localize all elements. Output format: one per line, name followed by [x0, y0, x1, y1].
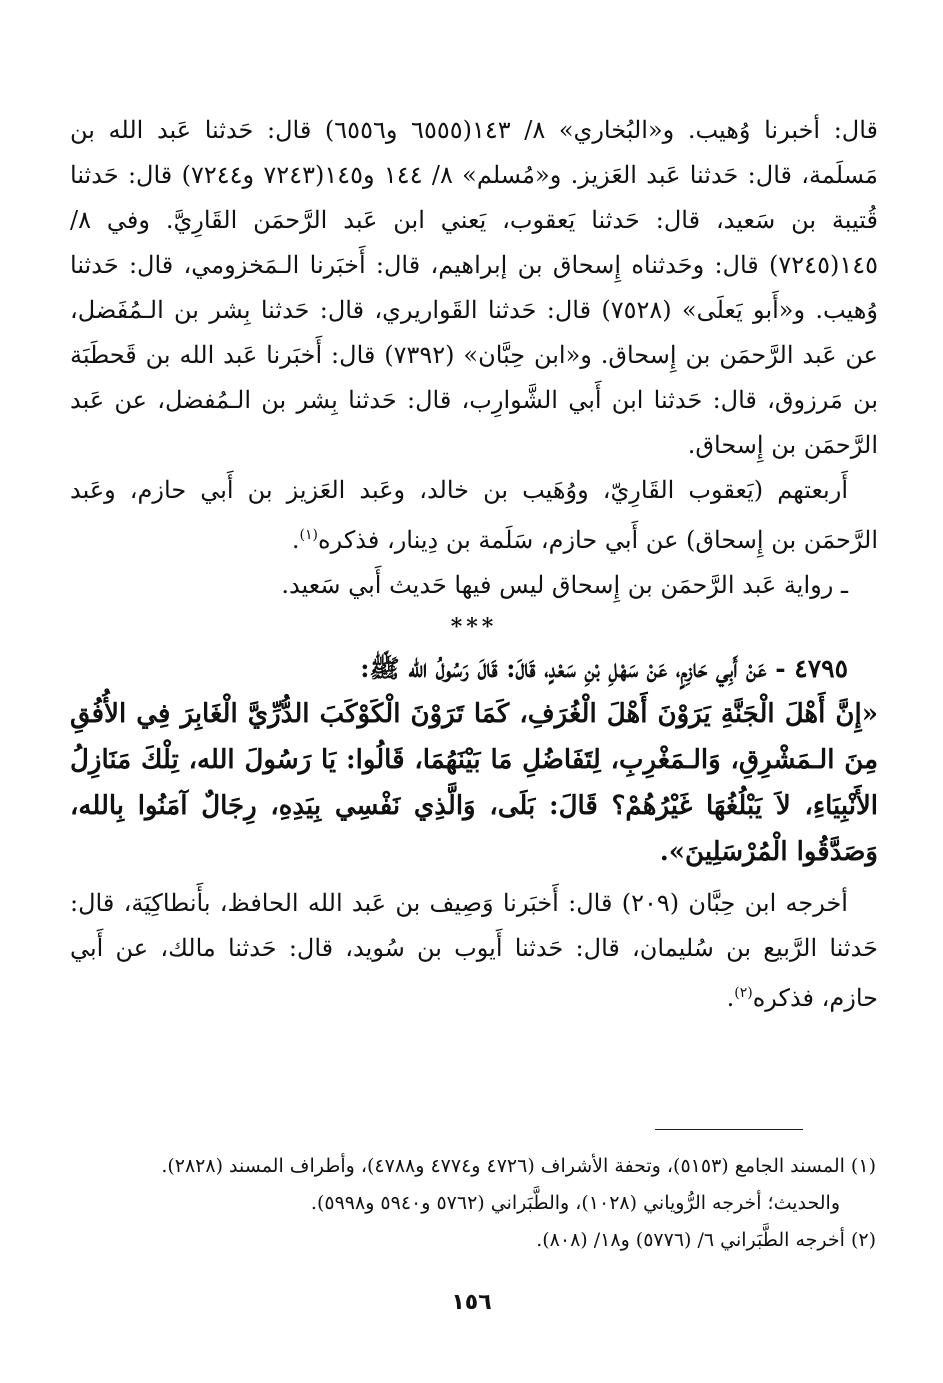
section-divider-stars: ***: [450, 614, 498, 640]
footnote-ref-1[interactable]: (١): [299, 527, 319, 543]
note-line: ـ رواية عَبد الرَّحمَن بن إِسحاق ليس فيها حَديث أَبي سَعيد.: [281, 571, 848, 599]
takhrij-text: أخرجه ابن حِبَّان (٢٠٩) قال: أَخبَرنا وَصِيف بن عَبد الله الحافظ، بأَنطاكِيَة، قال: حَدثنا الرَّبيع بن سُليمان، قال: حَدثنا أَيوب بن سُويد، قال: حَدثنا مالك، عن أَبي حازم، فذكره: [70, 889, 879, 1012]
narrators-text: أَربعتهم (يَعقوب القَارِيّ، ووُهَيب بن خالد، وعَبد العَزيز بن أَبي حازم، وعَبد الرَّحمَن بن إِسحاق) عن أَبي حازم، سَلَمة بن دِينار، فذكره: [70, 476, 878, 554]
narrators-end: .: [291, 526, 300, 554]
takhrij-end: .: [726, 984, 735, 1012]
footnote-2-line-1: (٢) أخرجه الطَّبَراني ٦/ (٥٧٧٦) و١٨/ (٨٠٨).: [536, 1229, 876, 1251]
page-number: ١٥٦: [451, 1290, 492, 1315]
intro-paragraph: [70, 108, 878, 468]
footnote-separator: [655, 1129, 803, 1130]
footnote-1-line-2: والحديث؛ أخرجه الرُّوياني (١٠٢٨)، والطَّبَراني (٥٧٦٢ و٥٩٤٠ و٥٩٩٨).: [310, 1192, 840, 1214]
footnote-ref-2[interactable]: (٢): [734, 985, 753, 1001]
intro-text: قال: أخبرنا وُهيب. و«البُخاري» ٨/ ١٤٣(٦٥٥٥ و٦٥٥٦) قال: حَدثنا عَبد الله بن مَسلَمة، قال: حَدثنا عَبد العَزيز. و«مُسلم» ٨/ ١٤٤ و١٤٥(٧٢٤٣ و٧٢٤٤) قال: حَدثنا قُتيبة بن سَعيد، قال: حَدثنا يَعقوب، يَعني ابن عَبد الرَّحمَن القَارِيَّ. وفي ٨/ ١٤٥(٧٢٤٥) قال: وحَدثناه إِسحاق بن إبراهيم، قال: أَخبَرنا الـمَخزومي، قال: حَدثنا وُهيب. و«أَبو يَعلَى» (٧٥٢٨) قال: حَدثنا القَواريري، قال: حَدثنا بِشر بن الـمُفَضل، عن عَبد الرَّحمَن بن إِسحاق. و«ابن حِبَّان» (٧٣٩٢) قال: أَخبَرنا عَبد الله بن قَحطَبَة بن مَرزوق، قال: حَدثنا ابن أَبي الشَّوارِب، قال: حَدثنا بِشر بن الـمُفضل، عن عَبد الرَّحمَن بن إِسحاق.: [70, 116, 879, 459]
page-body: [70, 108, 878, 1021]
hadith-text: «إِنَّ أَهْلَ الْجَنَّةِ يَرَوْنَ أَهْلَ الْغُرَفِ، كَمَا تَرَوْنَ الْكَوْكَبَ الدُّرِّيَّ الْغَابِرَ فِي الأُفُقِ مِنَ الـمَشْرِقِ، وَالـمَغْرِبِ، لِتَفَاضُلِ مَا بَيْنَهُمَا، قَالُوا: يَا رَسُولَ الله، تِلْكَ مَنَازِلُ الأَنْبِيَاءِ، لاَ يَبْلُغُهَا غَيْرُهُمْ؟ قَالَ: بَلَى، وَالَّذِي نَفْسِي بِيَدِهِ، رِجَالٌ آمَنُوا بِالله، وَصَدَّقُوا الْمُرْسَلِينَ».: [70, 699, 878, 867]
takhrij-paragraph: [70, 881, 878, 1021]
footnote-1-line-1: (١) المسند الجامع (٥١٥٣)، وتحفة الأشراف (٤٧٢٦ و٤٧٧٤ و٤٧٨٨)، وأطراف المسند (٢٨٢٨).: [161, 1155, 876, 1177]
narrators-paragraph: [70, 468, 878, 563]
footnotes: [70, 1148, 876, 1259]
hadith-header: ٤٧٩٥ - عَنْ أَبِي حَازِمٍ، عَنْ سَهْلِ بْنِ سَعْدٍ، قَالَ: قَالَ رَسُولُ الله ﷺ:: [360, 654, 848, 683]
